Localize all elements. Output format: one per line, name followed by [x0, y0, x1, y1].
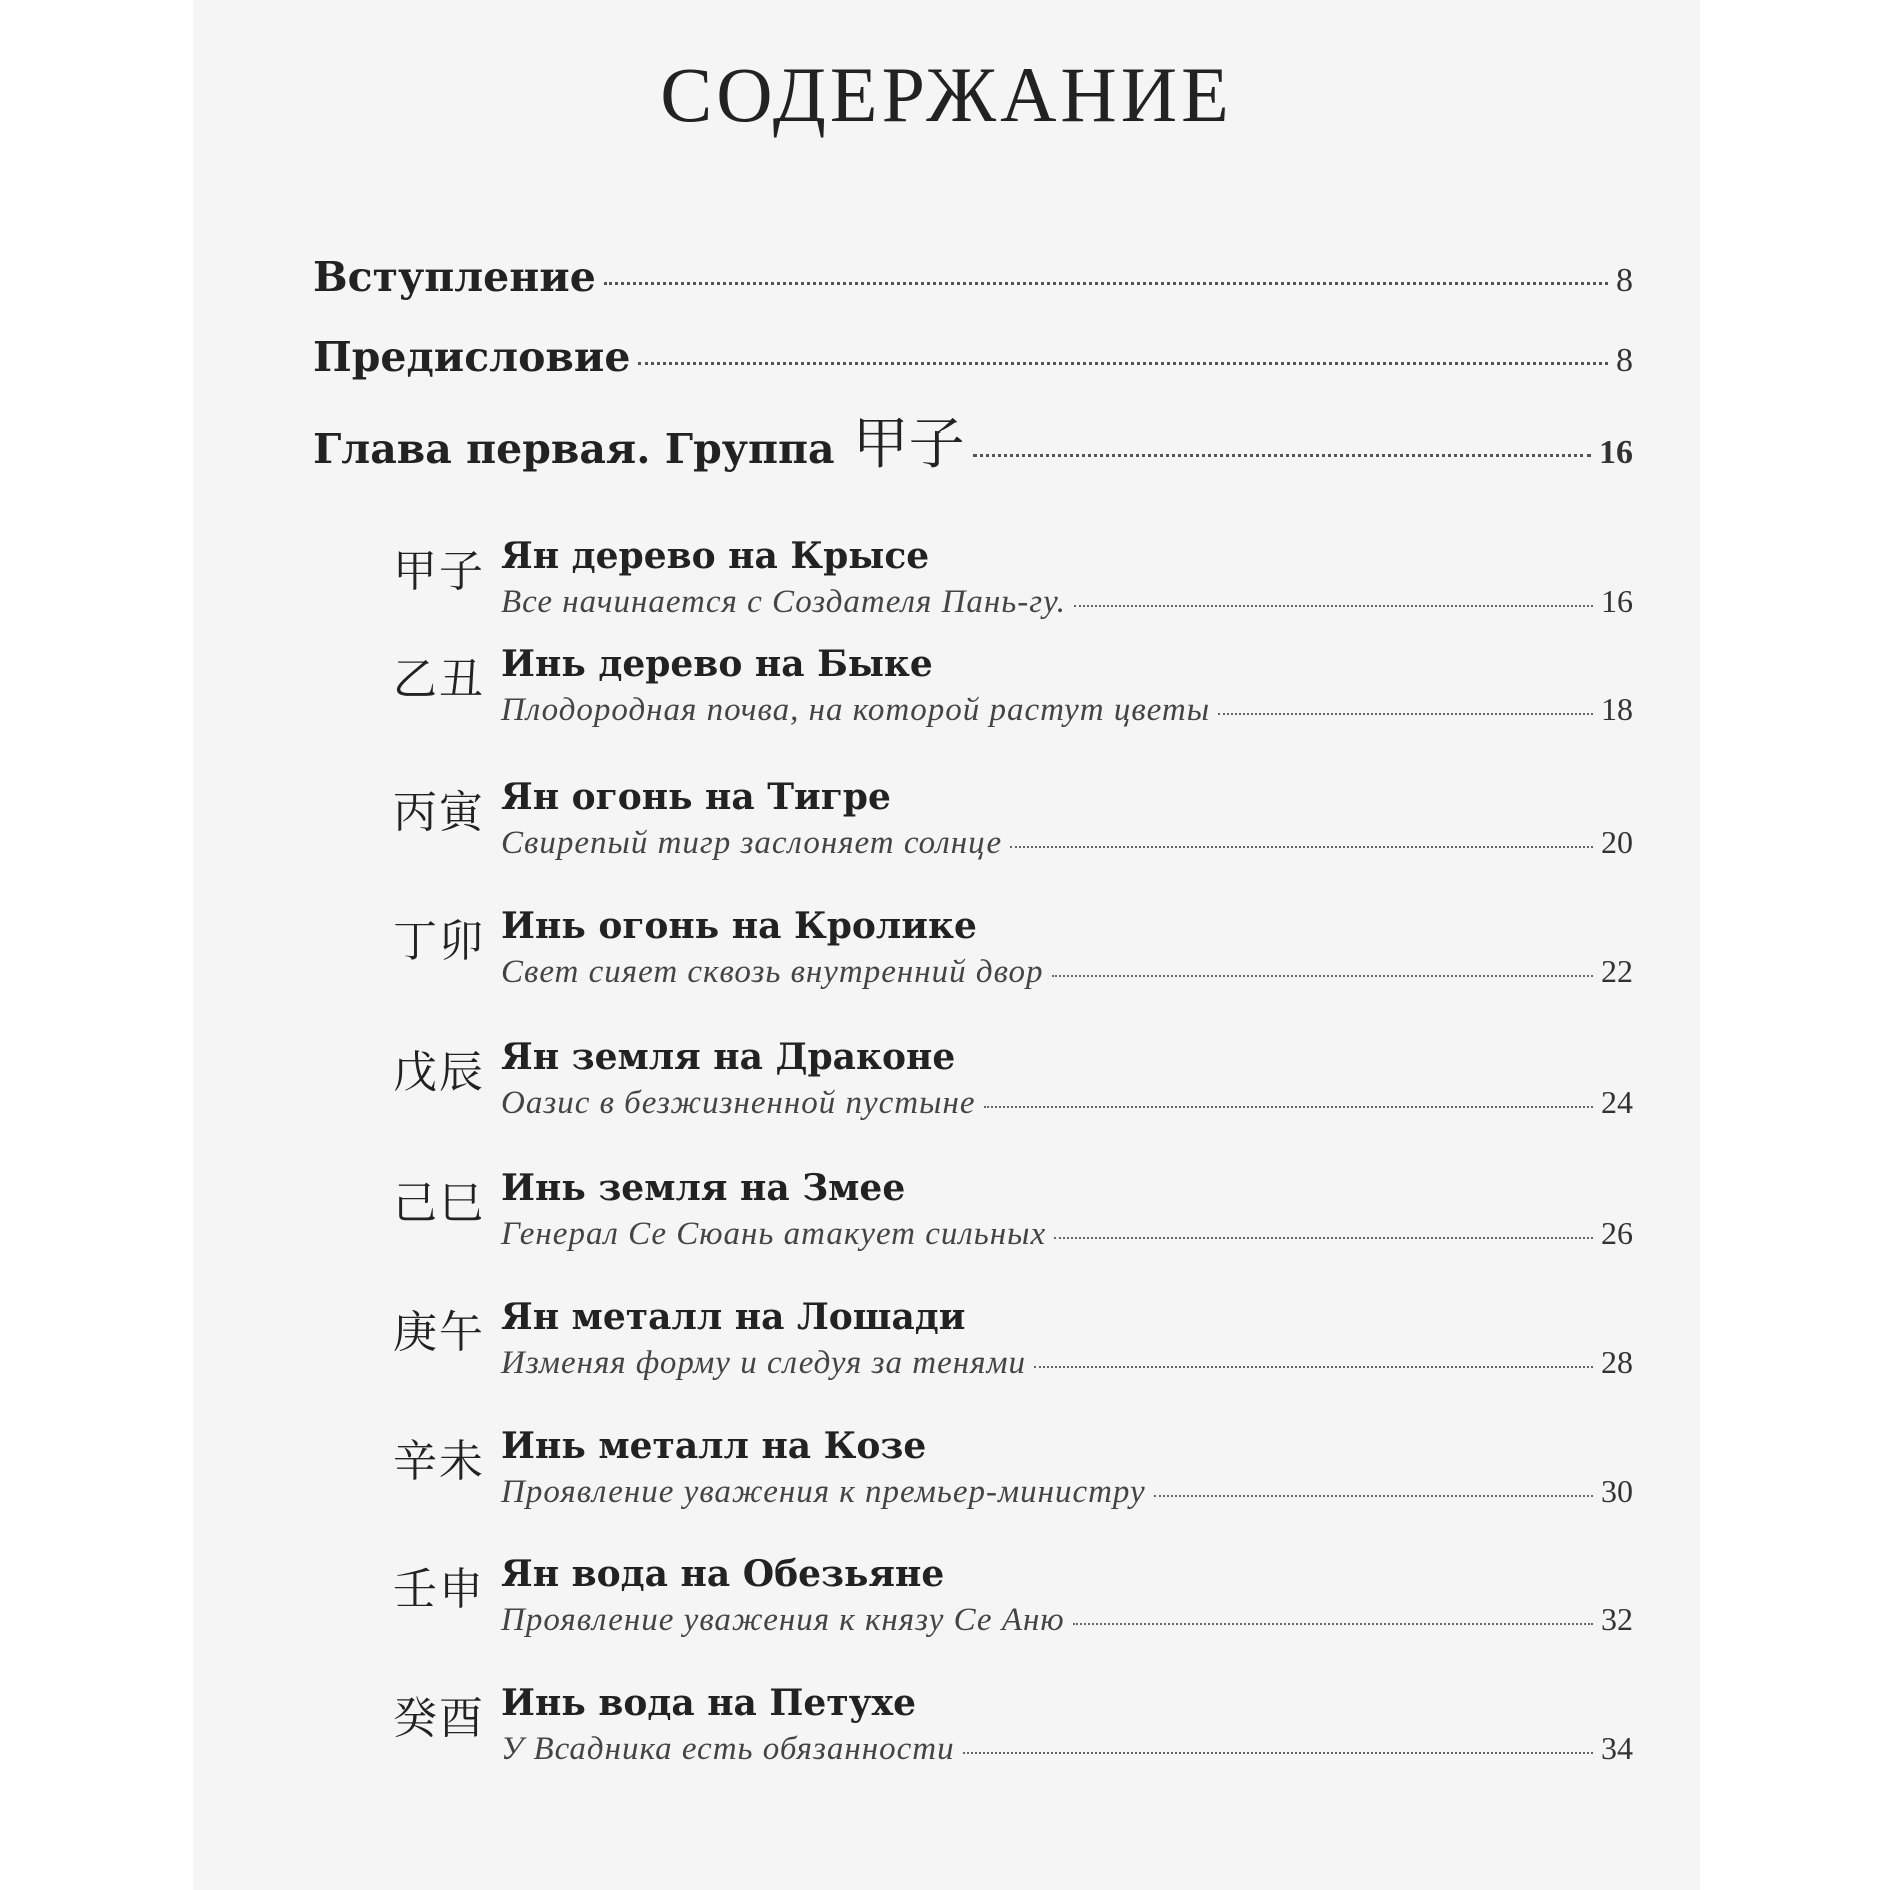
toc-subentry [393, 1682, 1633, 1782]
dot-leader [1010, 846, 1593, 848]
toc-subentry [393, 535, 1633, 635]
entry-heading: Ян огонь на Тигре [501, 776, 891, 818]
entry-subtitle-row [501, 583, 1633, 621]
entry-subtitle: Проявление уважения к князу Се Аню [501, 1602, 1065, 1638]
entry-subtitle-row [501, 824, 1633, 862]
dot-leader [1218, 713, 1593, 715]
page-number: 30 [1601, 1473, 1633, 1509]
entry-hanzi: 戊辰 [393, 1047, 485, 1098]
entry-subtitle: Свирепый тигр заслоняет солнце [501, 825, 1003, 861]
entry-subtitle-row [501, 1601, 1633, 1639]
entry-subtitle: Проявление уважения к премьер-министру [501, 1474, 1146, 1510]
toc-subentry [393, 905, 1633, 1005]
page-number: 16 [1601, 583, 1633, 619]
entry-heading: Ян металл на Лошади [501, 1296, 966, 1338]
page-number: 24 [1601, 1084, 1633, 1120]
entry-heading: Инь дерево на Быке [501, 643, 933, 685]
entry-heading: Инь вода на Петухе [501, 1682, 917, 1724]
entry-subtitle: Оазис в безжизненной пустыне [501, 1085, 976, 1121]
entry-hanzi: 甲子 [393, 546, 485, 597]
entry-hanzi: 壬申 [393, 1564, 485, 1615]
entry-subtitle-row [501, 691, 1633, 729]
page-number: 32 [1601, 1601, 1633, 1637]
page-number: 8 [1616, 342, 1633, 379]
dot-leader [1054, 1237, 1593, 1239]
dot-leader [1074, 605, 1593, 607]
page-number: 20 [1601, 824, 1633, 860]
toc-subentry [393, 776, 1633, 876]
page-number: 28 [1601, 1344, 1633, 1380]
toc-subentry [393, 1553, 1633, 1653]
toc-entry-chapter-one [313, 400, 1633, 480]
entry-subtitle: Изменяя форму и следуя за тенями [501, 1345, 1027, 1381]
toc-entry-label: Предисловие [313, 333, 631, 381]
book-page [193, 0, 1700, 1890]
page-number: 22 [1601, 953, 1633, 989]
toc-entry-preface [313, 333, 1633, 381]
entry-heading: Инь металл на Козе [501, 1425, 927, 1467]
toc-entry-label: Глава первая. Группа [313, 425, 835, 473]
dot-leader [984, 1106, 1594, 1108]
dot-leader [1052, 975, 1594, 977]
dot-leader [1154, 1495, 1593, 1497]
entry-subtitle-row [501, 1084, 1633, 1122]
entry-subtitle: Генерал Се Сюань атакует сильных [501, 1216, 1047, 1252]
toc-subentry [393, 1296, 1633, 1396]
entry-hanzi: 丁卯 [393, 916, 485, 967]
dot-leader [604, 282, 1608, 285]
entry-heading: Ян вода на Обезьяне [501, 1553, 945, 1595]
toc-entry-introduction [313, 253, 1633, 301]
page-number: 34 [1601, 1730, 1633, 1766]
page-number: 16 [1599, 434, 1633, 471]
entry-subtitle-row [501, 1473, 1633, 1511]
dot-leader [1073, 1623, 1593, 1625]
entry-hanzi: 丙寅 [393, 787, 485, 838]
entry-heading: Ян земля на Драконе [501, 1036, 956, 1078]
entry-hanzi: 辛未 [393, 1436, 485, 1487]
chapter-hanzi: 甲子 [852, 412, 965, 477]
entry-hanzi: 己巳 [393, 1178, 485, 1229]
entry-subtitle: Все начинается с Создателя Пань-гу. [501, 584, 1066, 620]
page-number: 18 [1601, 691, 1633, 727]
entry-subtitle-row [501, 953, 1633, 991]
entry-hanzi: 癸酉 [393, 1693, 485, 1744]
entry-subtitle-row [501, 1730, 1633, 1768]
entry-hanzi: 乙丑 [393, 654, 485, 705]
entry-subtitle-row [501, 1215, 1633, 1253]
entry-heading: Инь огонь на Кролике [501, 905, 977, 947]
entry-heading: Ян дерево на Крысе [501, 535, 930, 577]
page-number: 26 [1601, 1215, 1633, 1251]
dot-leader [638, 362, 1608, 365]
entry-subtitle-row [501, 1344, 1633, 1382]
dot-leader [1034, 1366, 1593, 1368]
toc-subentry [393, 1425, 1633, 1525]
toc-subentry [393, 1036, 1633, 1136]
dot-leader [963, 1752, 1593, 1754]
page-title: СОДЕРЖАНИЕ [660, 51, 1233, 138]
entry-hanzi: 庚午 [393, 1307, 485, 1358]
entry-heading: Инь земля на Змее [501, 1167, 906, 1209]
entry-subtitle: У Всадника есть обязанности [501, 1731, 955, 1767]
toc-subentry [393, 1167, 1633, 1267]
page-number: 8 [1616, 262, 1633, 299]
toc-subentry [393, 643, 1633, 743]
entry-subtitle: Плодородная почва, на которой растут цветы [501, 692, 1211, 728]
entry-subtitle: Свет сияет сквозь внутренний двор [501, 954, 1044, 990]
toc-entry-label: Вступление [313, 253, 596, 301]
dot-leader [973, 454, 1591, 457]
